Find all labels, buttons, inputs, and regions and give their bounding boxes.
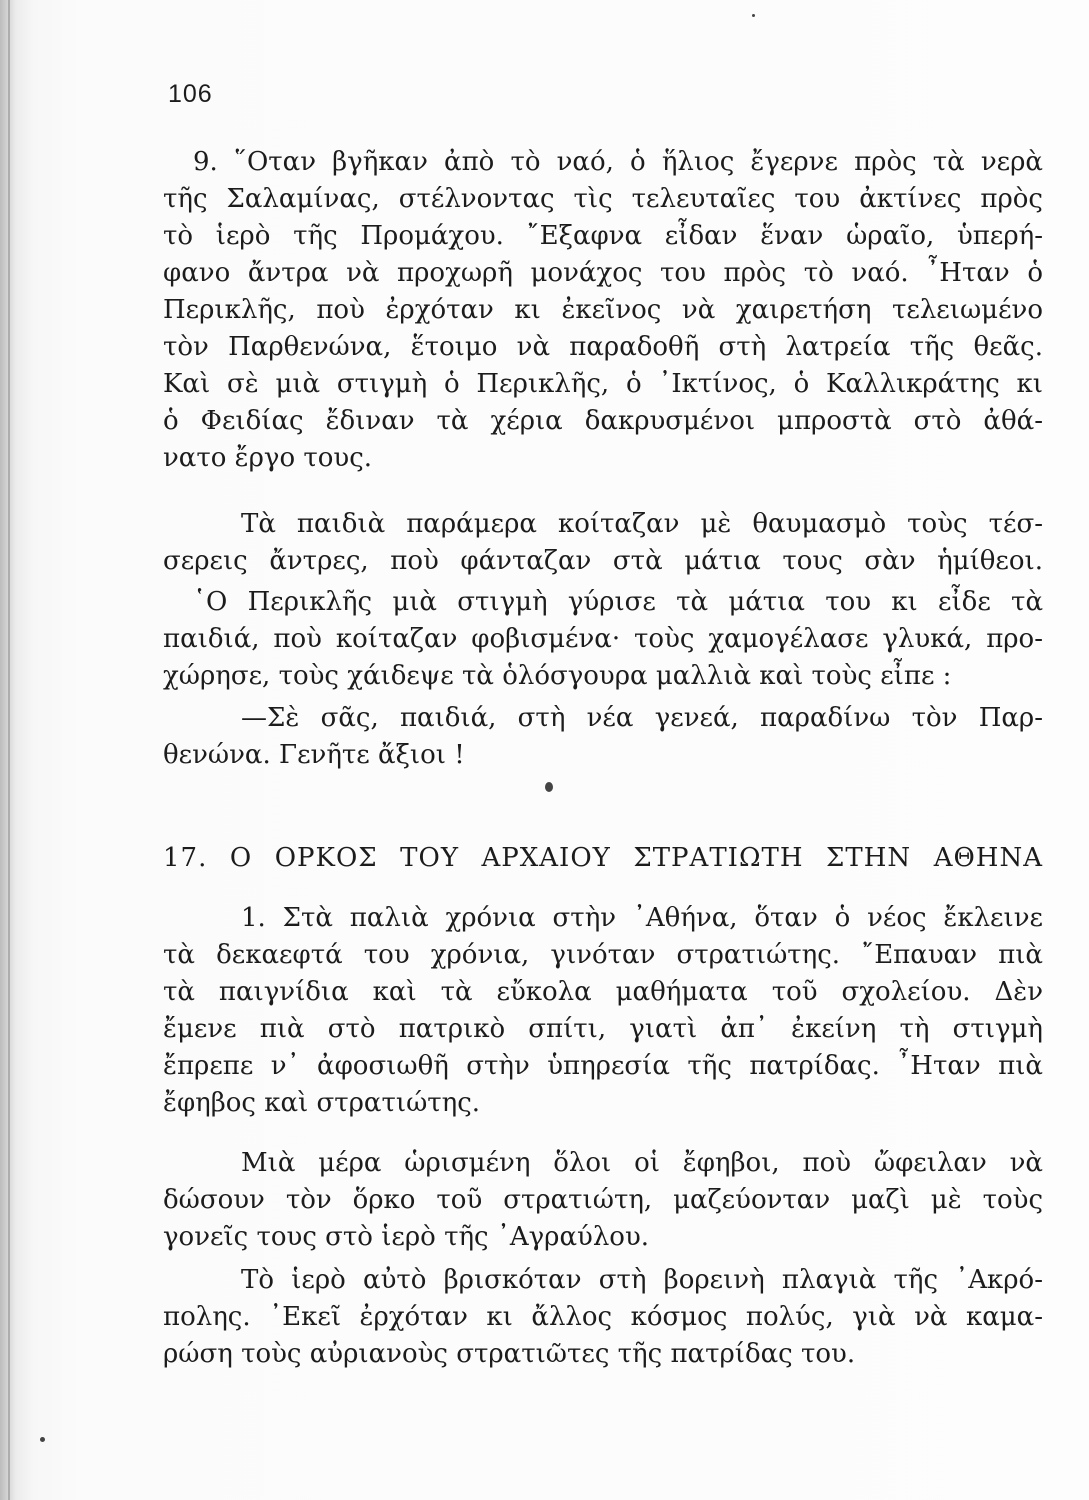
page-gutter xyxy=(8,0,10,1500)
ink-speck xyxy=(545,782,553,792)
chapter-heading: 17. Ο ΟΡΚΟΣ ΤΟΥ ΑΡΧΑΙΟΥ ΣΤΡΑΤΙΩΤΗ ΣΤΗΝ ΑΘΗΝΑ xyxy=(163,843,1043,873)
text-line: τὰ δεκαεφτά του χρόνια, γινόταν στρατιώτης. ῎Επαυαν πιὰ xyxy=(163,940,1043,970)
paragraph-children-watching xyxy=(163,506,1043,580)
text-line: 9. ῞Οταν βγῆκαν ἀπὸ τὸ ναό, ὁ ἥλιος ἔγερνε πρὸς τὰ νερὰ xyxy=(193,147,1043,177)
text-line: Περικλῆς, ποὺ ἐρχόταν κι ἐκεῖνος νὰ χαιρετήση τελειωμένο xyxy=(163,295,1043,325)
text-line: θενώνα. Γενῆτε ἄξιοι ! xyxy=(163,740,465,770)
text-line: γονεῖς τους στὸ ἱερὸ τῆς ᾿Αγραύλου. xyxy=(163,1222,650,1252)
text-line: ἔμενε πιὰ στὸ πατρικὸ σπίτι, γιατὶ ἀπ᾿ ἐκείνη τὴ στιγμὴ xyxy=(163,1014,1043,1044)
text-line: ἔπρεπε ν᾿ ἀφοσιωθῆ στὴν ὑπηρεσία τῆς πατρίδας. ῏Ηταν πιὰ xyxy=(163,1051,1043,1081)
text-line: Μιὰ μέρα ὡρισμένη ὅλοι οἱ ἔφηβοι, ποὺ ὤφειλαν νὰ xyxy=(241,1148,1043,1178)
paragraph-ephebe-intro xyxy=(163,900,1043,1122)
paragraph-parthenon-dedication xyxy=(163,144,1043,477)
text-line: Τὸ ἱερὸ αὐτὸ βρισκόταν στὴ βορεινὴ πλαγιὰ τῆς ᾿Ακρό- xyxy=(241,1265,1043,1295)
text-line: Καὶ σὲ μιὰ στιγμὴ ὁ Περικλῆς, ὁ ᾿Ικτίνος, ὁ Καλλικράτης κι xyxy=(163,369,1043,399)
text-line: νατο ἔργο τους. xyxy=(163,443,373,473)
text-line: χώρησε, τοὺς χάιδεψε τὰ ὁλόσγουρα μαλλιὰ καὶ τοὺς εἶπε : xyxy=(163,661,952,691)
text-line: Τὰ παιδιὰ παράμερα κοίταζαν μὲ θαυμασμὸ τοὺς τέσ- xyxy=(241,509,1043,539)
text-line: ῾Ο Περικλῆς μιὰ στιγμὴ γύρισε τὰ μάτια του κι εἶδε τὰ xyxy=(193,587,1043,617)
text-line: τὰ παιγνίδια καὶ τὰ εὔκολα μαθήματα τοῦ σχολείου. Δὲν xyxy=(163,977,1043,1007)
text-line: 1. Στὰ παλιὰ χρόνια στὴν ᾿Αθήνα, ὅταν ὁ νέος ἔκλεινε xyxy=(241,903,1043,933)
paragraph-oath-gathering xyxy=(163,1145,1043,1256)
paragraph-pericles-speech xyxy=(163,700,1043,774)
text-line: φανο ἄντρα νὰ προχωρῆ μονάχος του πρὸς τὸ ναό. ῏Ηταν ὁ xyxy=(163,258,1043,288)
text-line: τὸν Παρθενώνα, ἕτοιμο νὰ παραδοθῆ στὴ λατρεία τῆς θεᾶς. xyxy=(163,332,1043,362)
text-line: τῆς Σαλαμίνας, στέλνοντας τὶς τελευταῖες του ἀκτίνες πρὸς xyxy=(163,184,1043,214)
paragraph-pericles-turns xyxy=(163,584,1043,695)
text-line: ρώση τοὺς αὐριανοὺς στρατιῶτες τῆς πατρίδας του. xyxy=(163,1339,856,1369)
text-line: ἔφηβος καὶ στρατιώτης. xyxy=(163,1088,481,1118)
text-line: παιδιά, ποὺ κοίταζαν φοβισμένα· τοὺς χαμογέλασε γλυκά, προ- xyxy=(163,624,1043,654)
text-line: ὁ Φειδίας ἔδιναν τὰ χέρια δακρυσμένοι μπροστὰ στὸ ἀθά- xyxy=(163,406,1043,436)
ink-speck xyxy=(752,14,755,17)
text-line: πολης. ᾿Εκεῖ ἐρχόταν κι ἄλλος κόσμος πολύς, γιὰ νὰ καμα- xyxy=(163,1302,1043,1332)
ink-speck xyxy=(40,1437,45,1442)
text-line: τὸ ἱερὸ τῆς Προμάχου. ῎Εξαφνα εἶδαν ἕναν ὡραῖο, ὑπερή- xyxy=(163,221,1043,251)
text-line: σερεις ἄντρες, ποὺ φάνταζαν στὰ μάτια τους σὰν ἡμίθεοι. xyxy=(163,546,1043,576)
paragraph-aglauros-sanctuary xyxy=(163,1262,1043,1373)
text-line: δώσουν τὸν ὅρκο τοῦ στρατιώτη, μαζεύονταν μαζὶ μὲ τοὺς xyxy=(163,1185,1043,1215)
text-line: —Σὲ σᾶς, παιδιά, στὴ νέα γενεά, παραδίνω τὸν Παρ- xyxy=(241,703,1043,733)
page-number: 106 xyxy=(168,80,213,108)
